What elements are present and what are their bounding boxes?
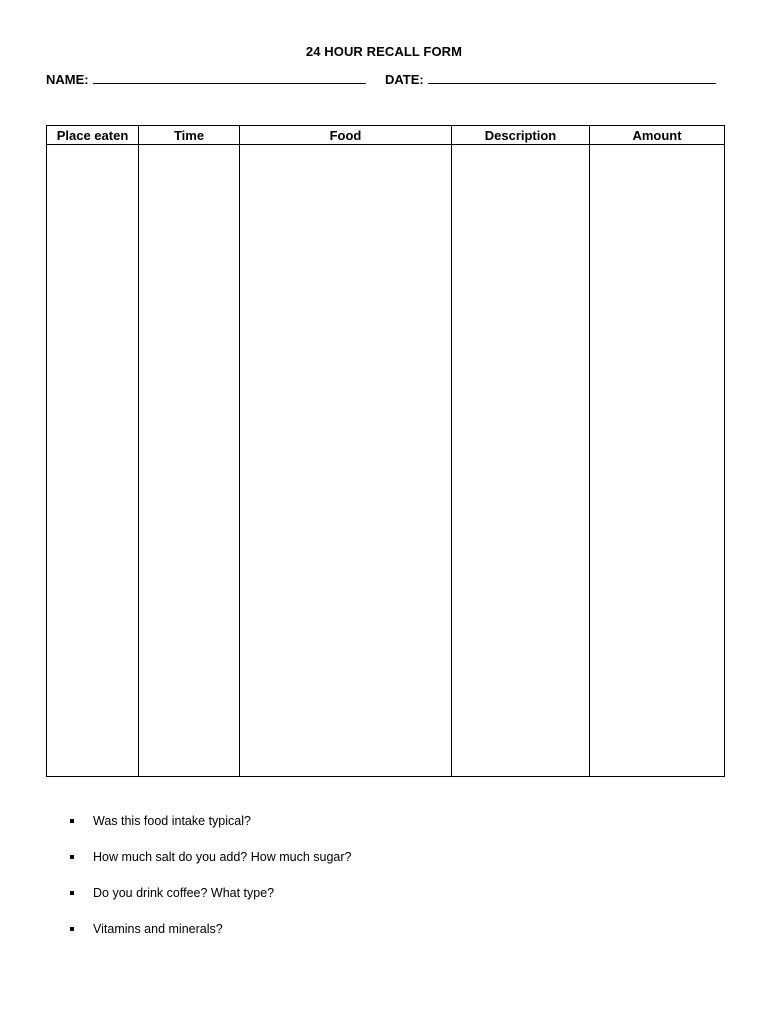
- name-field-row: [46, 71, 366, 87]
- header-place-eaten: Place eaten: [47, 126, 139, 145]
- header-time: Time: [139, 126, 240, 145]
- cell-food[interactable]: [240, 145, 452, 777]
- header-amount: Amount: [590, 126, 725, 145]
- name-blank-line[interactable]: [93, 71, 366, 84]
- header-description: Description: [452, 126, 590, 145]
- name-label: NAME:: [46, 72, 89, 87]
- recall-table: [46, 125, 725, 777]
- list-item: [70, 911, 351, 947]
- table-header-row: [47, 126, 725, 145]
- cell-time[interactable]: [139, 145, 240, 777]
- form-title: 24 HOUR RECALL FORM: [305, 44, 463, 59]
- question-text: Was this food intake typical?: [93, 814, 251, 828]
- cell-place-eaten[interactable]: [47, 145, 139, 777]
- date-label: DATE:: [385, 72, 424, 87]
- cell-amount[interactable]: [590, 145, 725, 777]
- table-row: [47, 145, 725, 777]
- list-item: [70, 803, 351, 839]
- bullet-icon: [70, 855, 74, 859]
- bullet-icon: [70, 927, 74, 931]
- bullet-icon: [70, 891, 74, 895]
- bullet-icon: [70, 819, 74, 823]
- cell-description[interactable]: [452, 145, 590, 777]
- date-field-row: [385, 71, 716, 87]
- question-text: Do you drink coffee? What type?: [93, 886, 275, 900]
- recall-table-wrapper: [46, 125, 724, 777]
- list-item: [70, 875, 351, 911]
- header-food: Food: [240, 126, 452, 145]
- list-item: [70, 839, 351, 875]
- question-text: Vitamins and minerals?: [93, 922, 223, 936]
- question-list: [70, 803, 351, 947]
- date-blank-line[interactable]: [428, 71, 716, 84]
- question-text: How much salt do you add? How much sugar?: [93, 850, 352, 864]
